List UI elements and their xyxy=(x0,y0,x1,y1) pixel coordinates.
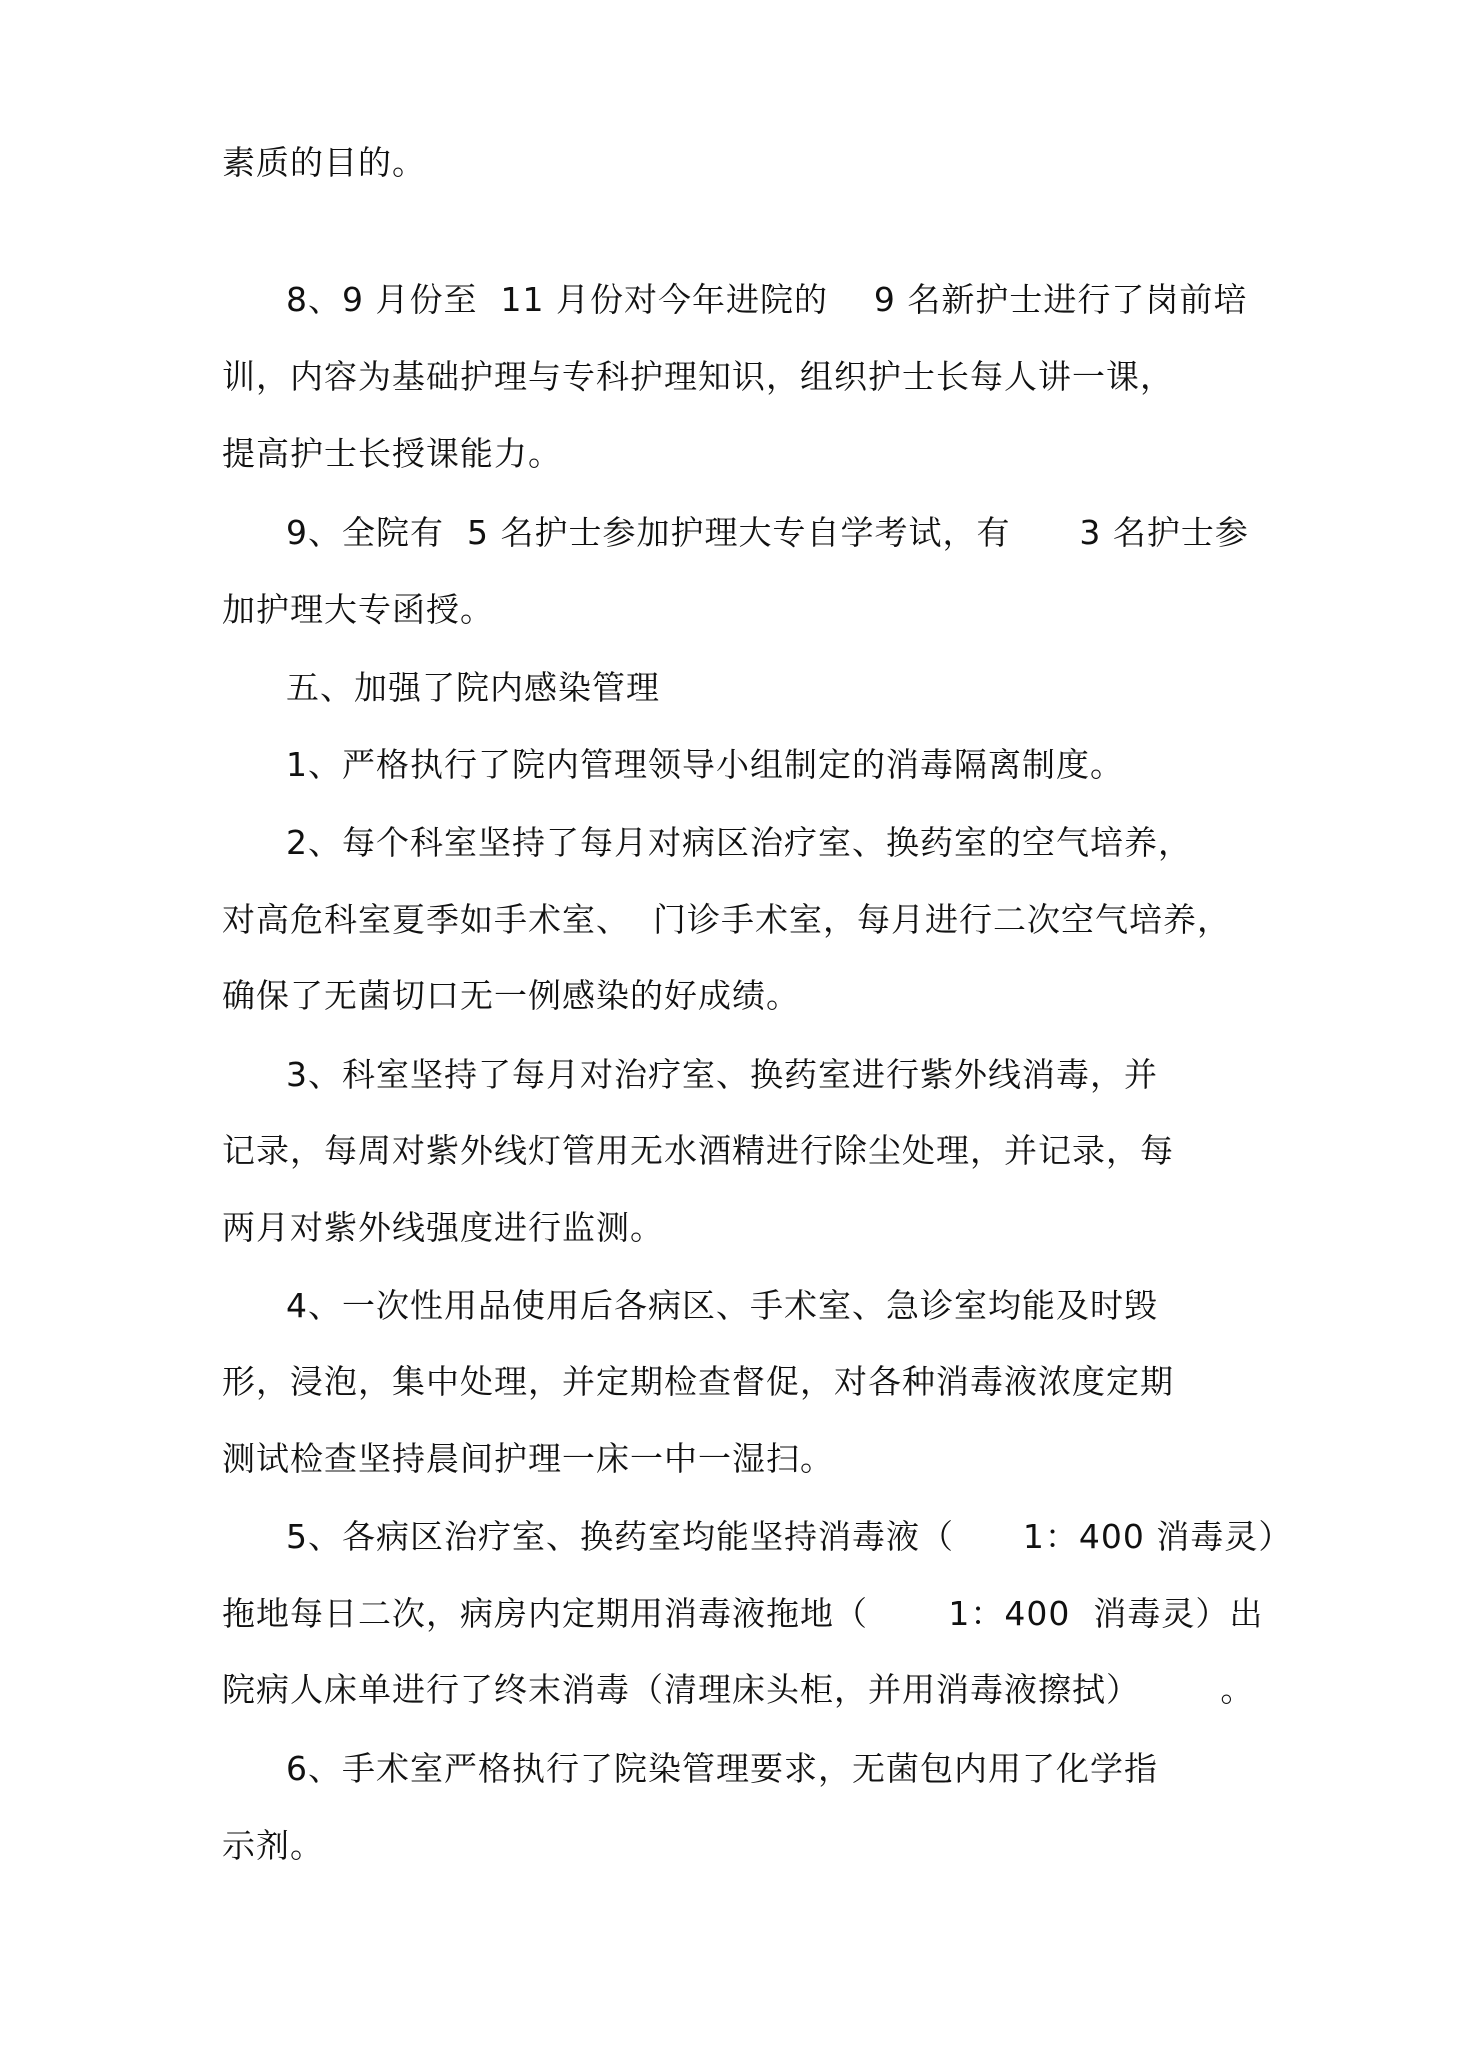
text-line: 加护理大专函授。 xyxy=(222,590,494,629)
text-line: 6、手术室严格执行了院染管理要求，无菌包内用了化学指 xyxy=(286,1749,1158,1788)
text-line: 拖地每日二次，病房内定期用消毒液拖地（ 1：400 消毒灵）出 xyxy=(222,1594,1264,1633)
text-line: 院病人床单进行了终末消毒（清理床头柜，并用消毒液擦拭） 。 xyxy=(222,1670,1255,1709)
text-line: 形，浸泡，集中处理，并定期检查督促，对各种消毒液浓度定期 xyxy=(222,1362,1174,1401)
text-line: 8、9 月份至 11 月份对今年进院的 9 名新护士进行了岗前培 xyxy=(286,280,1248,319)
text-line: 3、科室坚持了每月对治疗室、换药室进行紫外线消毒，并 xyxy=(286,1055,1158,1094)
text-line: 素质的目的。 xyxy=(222,143,426,182)
section-heading: 五、加强了院内感染管理 xyxy=(286,668,660,707)
text-line: 确保了无菌切口无一例感染的好成绩。 xyxy=(222,976,800,1015)
text-line: 提高护士长授课能力。 xyxy=(222,434,562,473)
text-line: 记录，每周对紫外线灯管用无水酒精进行除尘处理，并记录，每 xyxy=(222,1131,1174,1170)
text-line: 2、每个科室坚持了每月对病区治疗室、换药室的空气培养， xyxy=(286,823,1192,862)
text-line: 测试检查坚持晨间护理一床一中一湿扫。 xyxy=(222,1439,834,1478)
text-line: 4、一次性用品使用后各病区、手术室、急诊室均能及时毁 xyxy=(286,1286,1158,1325)
text-line: 两月对紫外线强度进行监测。 xyxy=(222,1208,664,1247)
text-line: 训，内容为基础护理与专科护理知识，组织护士长每人讲一课， xyxy=(222,357,1174,396)
text-line: 5、各病区治疗室、换药室均能坚持消毒液（ 1：400 消毒灵） xyxy=(286,1517,1293,1556)
text-line: 1、严格执行了院内管理领导小组制定的消毒隔离制度。 xyxy=(286,745,1124,784)
text-line: 对高危科室夏季如手术室、 门诊手术室，每月进行二次空气培养， xyxy=(222,900,1231,939)
text-line: 9、全院有 5 名护士参加护理大专自学考试，有 3 名护士参 xyxy=(286,513,1249,552)
text-line: 示剂。 xyxy=(222,1826,324,1865)
